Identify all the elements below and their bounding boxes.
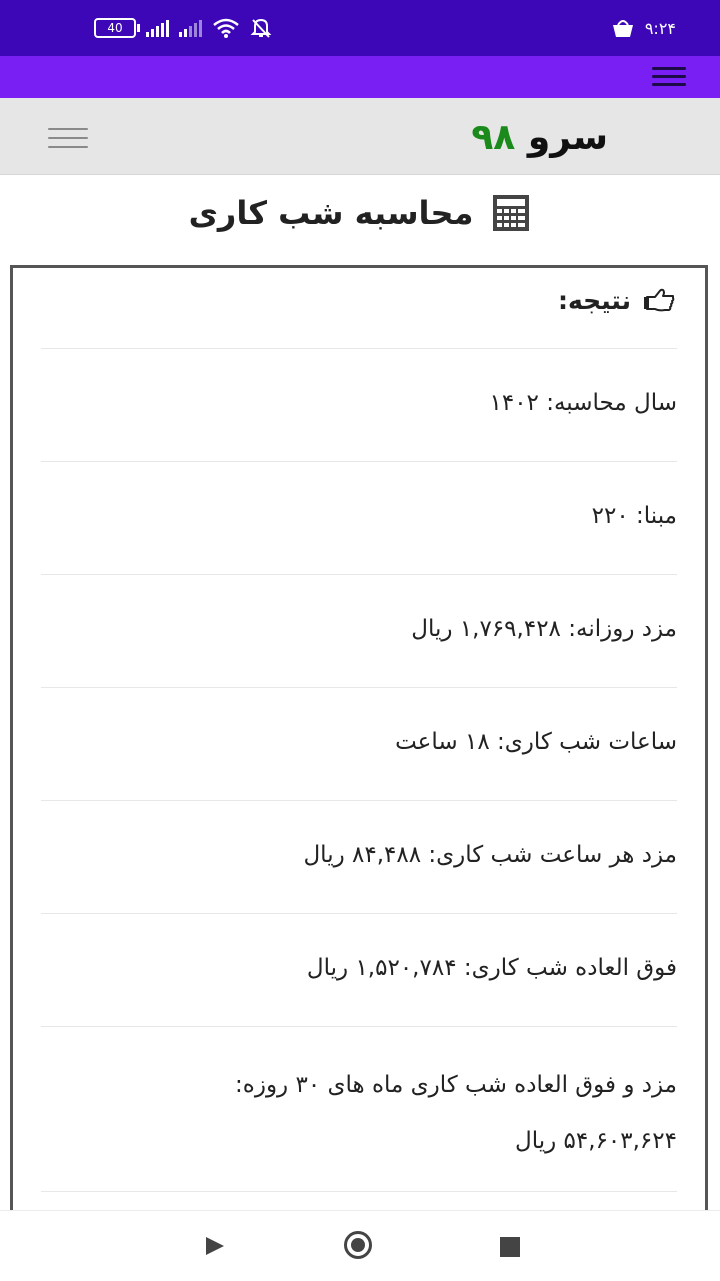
result-row-daily-wage: مزد روزانه: ۱,۷۶۹,۴۲۸ ریال <box>41 574 677 687</box>
battery-icon <box>94 18 136 38</box>
result-list <box>41 348 677 1232</box>
result-row-monthly-total <box>41 1026 677 1191</box>
back-icon[interactable] <box>204 1235 226 1257</box>
result-card <box>10 265 708 1245</box>
navigation-bar <box>0 1210 720 1281</box>
shopping-basket-icon <box>611 17 635 39</box>
result-row-night-bonus: فوق العاده شب کاری: ۱,۵۲۰,۷۸۴ ریال <box>41 913 677 1026</box>
hamburger-icon[interactable] <box>652 67 686 87</box>
result-heading <box>558 282 677 318</box>
logo-word: سرو <box>527 117 608 158</box>
site-logo[interactable] <box>471 114 608 162</box>
status-icons-right <box>611 14 676 42</box>
pointing-hand-icon <box>643 287 677 313</box>
logo-number: ۹۸ <box>471 117 516 158</box>
app-bar <box>0 56 720 98</box>
page-title <box>0 188 720 238</box>
site-header <box>0 98 720 175</box>
home-icon[interactable] <box>344 1231 372 1259</box>
clock: ۹:۲۴ <box>644 18 676 38</box>
notifications-off-icon <box>250 17 272 39</box>
status-bar <box>0 0 720 56</box>
monthly-total-label: مزد و فوق العاده شب کاری ماه های ۳۰ روزه: <box>235 1072 677 1098</box>
result-row-base: مبنا: ۲۲۰ <box>41 461 677 574</box>
signal-icon <box>146 19 169 37</box>
site-menu-icon[interactable] <box>48 128 88 150</box>
monthly-total-value: ۵۴,۶۰۳,۶۲۴ ریال <box>515 1128 677 1154</box>
result-row-hourly-wage: مزد هر ساعت شب کاری: ۸۴,۴۸۸ ریال <box>41 800 677 913</box>
status-icons-left <box>94 14 272 42</box>
battery-level: 40 <box>107 21 123 35</box>
signal-icon <box>179 19 202 37</box>
page-title-text: محاسبه شب کاری <box>188 194 474 232</box>
calculator-icon <box>491 193 531 233</box>
result-row-year: سال محاسبه: ۱۴۰۲ <box>41 348 677 461</box>
result-row-night-hours: ساعات شب کاری: ۱۸ ساعت <box>41 687 677 800</box>
result-heading-text: نتیجه: <box>558 285 631 315</box>
recent-apps-icon[interactable] <box>500 1237 520 1257</box>
wifi-icon <box>212 17 240 39</box>
